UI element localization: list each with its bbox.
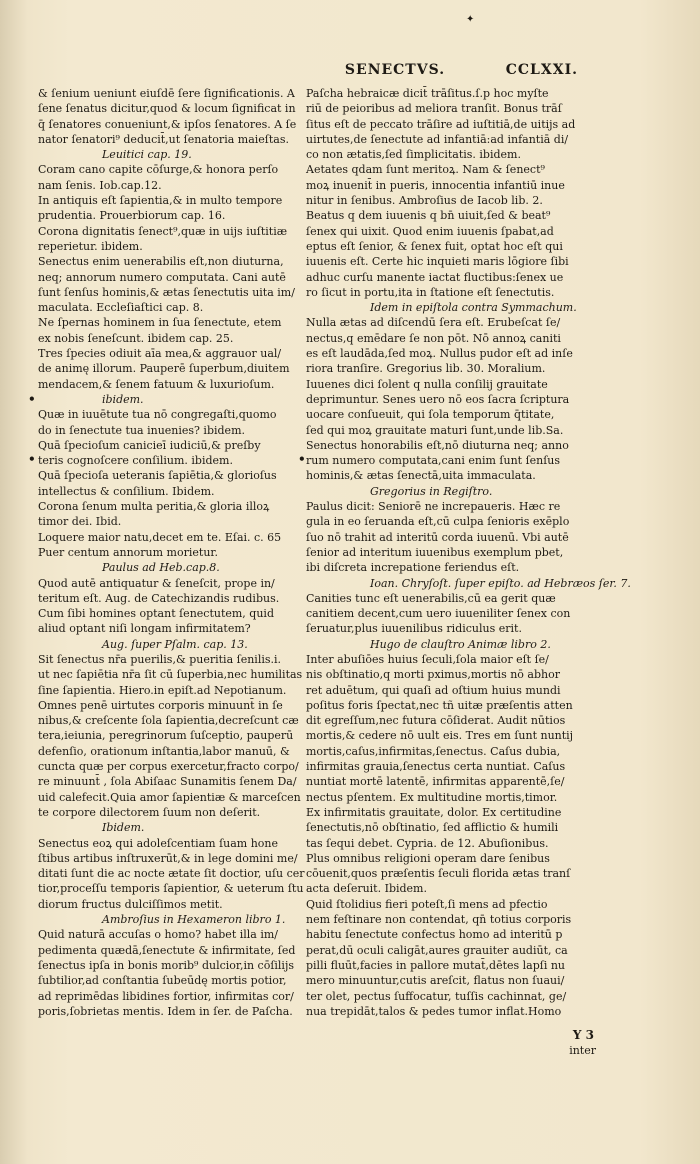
text-line: perat,dū oculi caligāt,aures grauiter audiūt, ca	[306, 943, 568, 957]
text-line: teritum eſt. Aug. de Catechizandis rudibus.	[38, 591, 280, 605]
text-line: Gregorius in Regiſtro.	[370, 484, 493, 498]
text-line: ſenectus ipſa in bonis morib⁹ dulcior,in cōſilijs	[38, 958, 295, 972]
folio-number: CCLXXI.	[505, 62, 578, 78]
text-line: riū de peioribus ad meliora tranſit. Bonus trāſ	[306, 102, 562, 116]
text-line: ret aduētum, qui quaſi ad oſtium huius mundi	[306, 683, 561, 697]
text-line: poris,ſobrietas mentis. Idem in ſer. de Paſcha.	[38, 1004, 293, 1018]
text-line: ſeruatur,plus iuuenilibus ridiculus erit.	[306, 622, 522, 636]
text-line: intellectus & conſilium. Ibidem.	[38, 484, 215, 498]
signature-mark: Y 3	[572, 1028, 594, 1042]
text-line: Quid ſtolidius fieri poteſt,ſi mens ad pfectio	[306, 897, 548, 911]
text-line: cōuenit,quos præſentis ſeculi florida ætas tranſ	[306, 867, 571, 881]
text-line: ibi diſcreta increpatione feriendus eſt.	[306, 561, 520, 575]
text-line: ſene ſenatus dicitur,quod & locum ſignificat in	[38, 102, 296, 116]
text-line: nectus,q emēdare ſe non pōt. Nō annoꝝ caniti	[306, 331, 561, 345]
text-line: Senectus enim uenerabilis eſt,non diuturna,	[38, 255, 284, 269]
text-line: tior,proceſſu temporis ſapientior, & ueterum ſtu	[38, 882, 304, 896]
text-line: iuuenis eſt. Certe hic inquieti maris lōgiore ſibi	[306, 255, 569, 269]
text-line: te corpore dilectorem ſuum non deſerit.	[38, 805, 261, 819]
text-line: Cum ſibi homines optant ſenectutem, quid	[38, 607, 274, 621]
marginal-mark-icon: •	[28, 392, 36, 406]
text-line: ſine ſapientia. Hiero.in epiſt.ad Nepotianum.	[38, 683, 287, 697]
text-line: ſtibus artibus inſtruxerūt,& in lege domini me/	[38, 851, 298, 865]
text-line: Ambroſius in Hexameron libro 1.	[102, 913, 286, 927]
text-line: uid calefecit.Quia amor ſapientiæ & marceſcen	[38, 790, 301, 804]
text-line: mortis,caſus,infirmitas,ſenectus. Caſus dubia,	[306, 744, 561, 758]
marginal-mark-icon: •	[298, 452, 306, 466]
text-line: Senectus honorabilis eſt,nō diuturna neq; anno	[306, 438, 569, 452]
text-line: Paſcha hebraicæ dicit̄ trāſitus.ſ.p hoc myſte	[306, 87, 549, 100]
text-line: ſitus eſt de peccato trāſire ad iuſtitiā,de uitijs ad	[306, 117, 576, 131]
text-line: tera,ieiunia, peregrinorum ſuſceptio, pauperū	[38, 729, 294, 743]
text-line: ut nec ſapiētia nr̄a ſit cū ſuperbia,nec humilitas	[38, 668, 303, 682]
text-line: do in ſenectute tua inuenies? ibidem.	[38, 423, 245, 437]
text-line: ditati ſunt die ac nocte ætate ſit doctior, uſu cer	[38, 867, 305, 881]
text-line: Plus omnibus religioni operam dare ſenibus	[306, 851, 550, 865]
text-line: Canities tunc eſt uenerabilis,cū ea gerit quæ	[306, 591, 556, 605]
text-line: ſubtilior,ad conſtantia ſubeūdę mortis potior,	[38, 974, 287, 988]
text-line: Hugo de clauſtro Animæ libro 2.	[370, 637, 551, 651]
text-line: mortis,& cedere nō uult eis. Tres em ſunt nuntij	[306, 729, 574, 743]
text-line: infirmitas grauia,ſenectus certa nuntiat. Caſus	[306, 760, 566, 774]
text-line: Ioan. Chryſoſt. ſuper epiſto. ad Hebræos ſer. 7.	[370, 576, 631, 590]
text-line: maculata. Eccleſiaſtici cap. 8.	[38, 301, 204, 315]
right-column	[306, 86, 631, 1019]
text-line: Coram cano capite cōſurge,& honora perſo	[38, 163, 279, 177]
text-line: Corona dignitatis ſenect⁹,quæ in uijs iuſtitiæ	[38, 224, 288, 238]
text-line: Paulus ad Heb.cap.8.	[102, 561, 220, 575]
text-line: nectus pſentem. Ex multitudine mortis,timor.	[306, 790, 558, 804]
text-line: es eſt laudāda,ſed moꝝ. Nullus pudor eſt ad inſe	[306, 347, 573, 361]
text-line: nem feſtinare non contendat, qn̄ totius corporis	[306, 913, 572, 927]
running-title: SENECTVS.	[344, 62, 446, 78]
text-line: teris cognoſcere conſilium. ibidem.	[38, 454, 233, 468]
text-line: ſed qui moꝝ grauitate maturi ſunt,unde lib.Sa.	[306, 423, 564, 437]
text-line: Sit ſenectus nr̄a puerilis,& pueritia ſenilis.i.	[38, 652, 282, 666]
text-line: Quæ in iuuētute tua nō congregaſti,quomo	[38, 408, 277, 422]
text-line: ex nobis ſeneſcunt. ibidem cap. 25.	[38, 331, 234, 345]
text-line: cuncta quæ per corpus exercetur,fracto corpo/	[38, 760, 299, 774]
text-line: Ne ſpernas hominem in ſua ſenectute, etem	[38, 316, 282, 330]
text-line: Quid naturā accuſas o homo? habet illa im/	[38, 928, 279, 942]
text-line: Ibidem.	[102, 821, 145, 835]
text-line: dit egreſſum,nec futura cōſiderat. Audit nūtios	[306, 714, 566, 728]
text-line: hominis,& ætas ſenectā,uita immaculata.	[306, 469, 536, 483]
text-line: habitu ſenectute confectus homo ad interitū p	[306, 928, 563, 942]
text-line: Aetates qdam ſunt meritoꝝ. Nam & ſenect⁹	[306, 163, 545, 177]
text-line: Ex infirmitatis grauitate, dolor. Ex certitudine	[306, 805, 562, 819]
text-line: ſenior ad interitum iuuenibus exemplum pbet,	[306, 545, 564, 559]
text-line: ter olet, pectus ſuffocatur, tuſſis cachinnat, ge/	[306, 989, 567, 1003]
text-line: nibus,& creſcente ſola ſapientia,decreſcunt cæ	[38, 714, 299, 728]
marginal-mark-icon: •	[28, 452, 36, 466]
text-line: ibidem.	[102, 392, 144, 406]
text-line: aliud optant niſi longam infirmitatem?	[38, 622, 251, 636]
text-line: In antiquis eſt ſapientia,& in multo tempore	[38, 194, 283, 208]
text-line: Aug. ſuper Pſalm. cap. 13.	[102, 637, 248, 651]
text-line: defenſio, orationum inſtantia,labor manuū, &	[38, 744, 290, 758]
text-line: riora tranſire. Gregorius lib. 30. Moralium.	[306, 362, 546, 376]
text-line: Loquere maior natu,decet em te. Eſai. c. 65	[38, 530, 282, 544]
text-line: ſenectutis,nō obſtinatio, ſed afflictio & humili	[306, 821, 559, 835]
text-line: prudentia. Prouerbiorum cap. 16.	[38, 209, 226, 223]
text-line: Senectus eoꝝ qui adoleſcentiam ſuam hone	[38, 836, 279, 850]
text-line: Iuuenes dici ſolent q nulla conſilij grauitate	[306, 377, 548, 391]
text-line: acta deſeruit. Ibidem.	[306, 882, 427, 896]
text-line: Paulus dicit: Seniorē ne increpaueris. Hæc re	[306, 500, 561, 514]
text-line: neq; annorum numero computata. Cani autē	[38, 270, 286, 284]
text-line: Quā ſpecioſum canicieī iudiciū,& preſby	[38, 438, 261, 452]
text-line: tas ſequi debet. Cypria. de 12. Abuſionibus.	[306, 836, 549, 850]
text-line: ad reprimēdas libidines fortior, infirmitas cor/	[38, 989, 294, 1003]
text-line: eptus eſt ſenior, & ſenex fuit, optat hoc eſt qui	[306, 239, 563, 253]
text-line: nis obſtinatio,q morti pximus,mortis nō abhor	[306, 668, 560, 682]
text-line: Quā ſpecioſa ueteranis ſapiētia,& glorioſus	[38, 469, 277, 483]
text-line: Beatus q dem iuuenis q bn̄ uiuit,ſed & beat⁹	[306, 209, 551, 223]
text-line: pedimenta quædā,ſenectute & infirmitate, ſed	[38, 943, 296, 957]
text-line: uocare conſueuit, qui ſola temporum q̄titate,	[306, 408, 555, 422]
text-line: nam ſenis. Iob.cap.12.	[38, 178, 162, 192]
text-line: & ſenium ueniunt eiuſdē ſere ſignificationis. A	[38, 87, 295, 100]
text-line: nitur in ſenibus. Ambroſius de Iacob lib. 2.	[306, 194, 543, 208]
text-line: Idem in epiſtola contra Symmachum.	[370, 301, 577, 315]
text-line: adhuc curſu manente iactat fluctibus:ſenex ue	[306, 270, 564, 284]
text-line: deprimuntur. Senes uero nō eos ſacra ſcriptura	[306, 392, 570, 406]
text-line: ſunt ſenſus hominis,& ætas ſenectutis uita im/	[38, 285, 295, 299]
text-line: rum numero computata,cani enim ſunt ſenſus	[306, 454, 561, 468]
text-line: Omnes penē uirtutes corporis minuunt̄ in ſe	[38, 698, 283, 712]
text-line: q̄ ſenatores conueniunt,& ipſos ſenatores. A ſe	[38, 117, 297, 131]
text-line: gula in eo ſeruanda eſt,cū culpa ſenioris exēplo	[306, 515, 570, 529]
catchword: inter	[569, 1044, 596, 1057]
text-line: nator ſenatori⁹ deducit̄,ut ſenatoria maieſtas.	[38, 132, 289, 146]
text-line: Puer centum annorum morietur.	[38, 545, 218, 559]
text-line: timor dei. Ibid.	[38, 515, 122, 529]
text-line: uirtutes,de ſenectute ad infantiā:ad infantiā di/	[306, 132, 569, 146]
left-column	[38, 86, 326, 1019]
text-line: reperietur. ibidem.	[38, 239, 143, 253]
text-line: Quod autē antiquatur & ſeneſcit, prope in/	[38, 576, 275, 590]
text-line: ſenex qui uixit. Quod enim iuuenis ſpabat,ad	[306, 224, 554, 238]
text-line: Leuitici cap. 19.	[102, 148, 192, 162]
running-head	[0, 62, 700, 86]
text-line: canitiem decent,cum uero iuueniliter ſenex con	[306, 607, 571, 621]
text-line: Nulla ætas ad diſcendū ſera eſt. Erubeſcat ſe/	[306, 316, 561, 330]
text-line: Inter abuſiōes huius ſeculi,ſola maior eſt ſe/	[306, 652, 549, 666]
text-line: Corona ſenum multa peritia,& gloria illoꝝ	[38, 500, 270, 514]
text-line: nuntiat mortē latentē, infirmitas apparentē,ſe/	[306, 775, 565, 789]
ink-mark-icon: ✦	[466, 14, 475, 25]
text-line: ſuo nō trahit ad interitū corda iuuenū. Vbi autē	[306, 530, 569, 544]
text-line: mero minuuntur,cutis areſcit, flatus non ſuaui/	[306, 974, 565, 988]
text-line: pilli fluūt,facies in pallore mutat̄,dētes lapſi nu	[306, 958, 566, 972]
text-line: nua trepidāt,talos & pedes tumor inflat.Homo	[306, 1004, 562, 1018]
text-line: ro ſicut in portu,ita in ſtatione eſt ſenectutis.	[306, 285, 555, 299]
text-line: mendacem,& ſenem fatuum & luxurioſum.	[38, 377, 275, 391]
text-line: co non ætatis,ſed ſimplicitatis. ibidem.	[306, 148, 521, 162]
text-line: poſitus foris ſpectat,nec tñ uitæ præſentis atten	[306, 698, 573, 712]
text-line: diorum fructus dulciſſimos metit.	[38, 897, 223, 911]
text-line: Tres ſpecies odiuit aīa mea,& aggrauor ual/	[38, 347, 282, 361]
text-line: moꝝ inuenit̄ in pueris, innocentia infantiū inue	[306, 178, 565, 192]
text-line: re minuunt̄ , ſola Abiſaac Sunamitis ſenem Da/	[38, 775, 297, 789]
text-line: de animę illorum. Pauperē ſuperbum,diuitem	[38, 362, 290, 376]
